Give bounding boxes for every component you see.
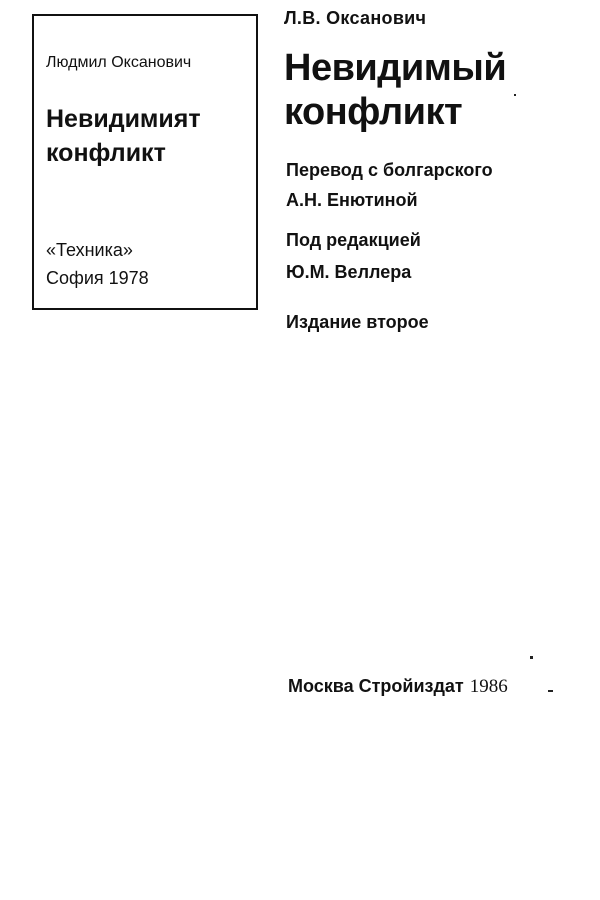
print-speck [514,94,516,96]
original-title-line-2: конфликт [46,139,166,167]
original-title [46,102,201,170]
author: Л.В. Оксанович [284,8,427,28]
original-publisher-block [46,236,149,292]
imprint [288,676,508,698]
book-title [284,46,506,134]
original-edition-box [32,14,258,310]
original-author: Людмил Оксанович [46,54,192,71]
imprint-city-publisher: Москва Стройиздат [288,676,464,696]
edition-note: Издание второе [286,312,429,332]
print-speck [548,690,553,692]
print-speck [530,656,533,659]
imprint-year: 1986 [469,676,508,697]
original-publisher: «Техника» [46,240,133,260]
editor: Ю.М. Веллера [286,262,412,282]
original-city-year: София 1978 [46,268,149,288]
translator: А.Н. Енютиной [286,190,418,210]
translation-line-1: Перевод с болгарского [286,160,493,180]
editor-line-1: Под редакцией [286,230,421,250]
book-title-line-1: Невидимый [284,47,507,89]
book-title-line-2: конфликт [284,91,463,133]
original-title-line-1: Невидимият [46,105,201,133]
